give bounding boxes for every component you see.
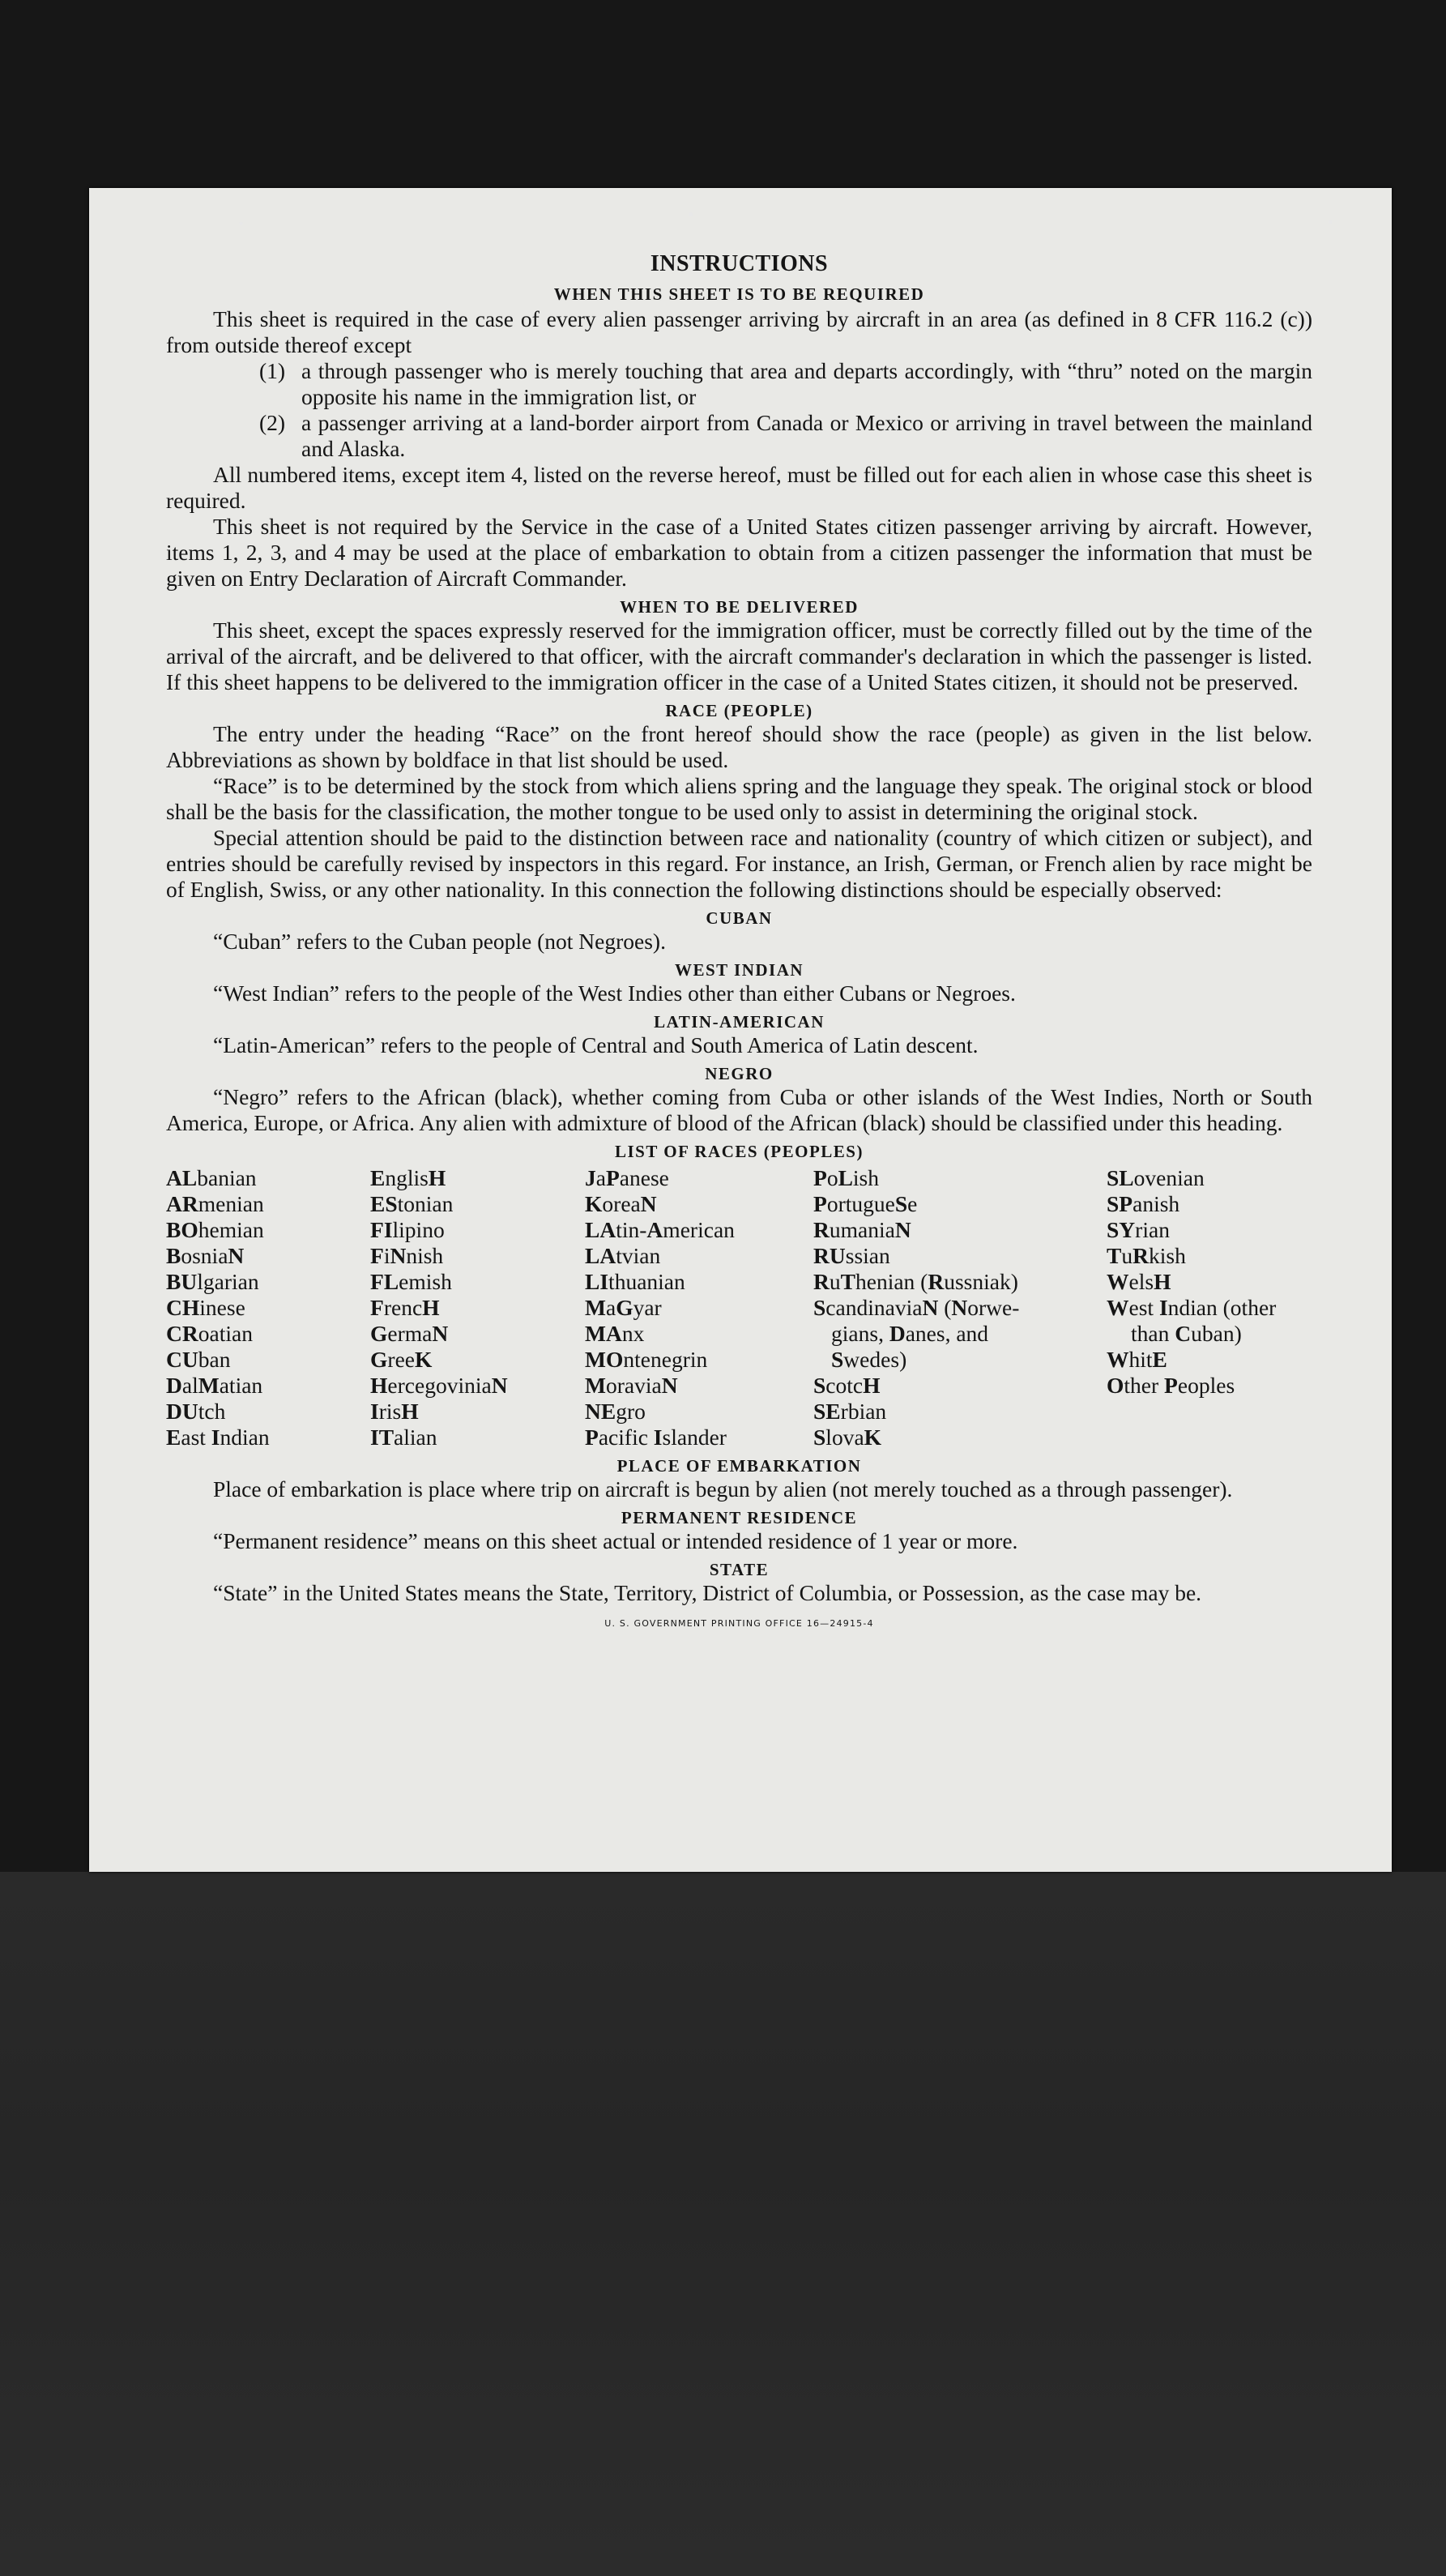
race-entry: BUlgarian	[166, 1269, 259, 1294]
section-heading-latin-american: LATIN-AMERICAN	[654, 1012, 825, 1032]
paragraph-state: “State” in the United States means the State, Territory, District of Columbia, or Possession, as the case may be.	[213, 1580, 1202, 1605]
race-entry: RumaniaN	[813, 1217, 911, 1242]
race-entry: RUssian	[813, 1243, 890, 1268]
race-entry: FrencH	[370, 1295, 440, 1320]
race-entry: GreeK	[370, 1347, 433, 1372]
race-entry: LAtvian	[585, 1243, 661, 1268]
race-entry: FLemish	[370, 1269, 452, 1294]
race-entry: BOhemian	[166, 1217, 264, 1242]
paragraph-negro: “Negro” refers to the African (black), whether coming from Cuba or other islands of the West Indies, North or South America, Europe, or Africa. Any alien with admixture of blood of the African (black) should be classified under this heading.	[166, 1084, 1312, 1135]
race-entry: DalMatian	[166, 1373, 263, 1398]
race-entry: LAtin-American	[585, 1217, 735, 1242]
race-entry: Swedes)	[831, 1347, 907, 1372]
race-entry: GermaN	[370, 1321, 449, 1346]
race-entry: WhitE	[1107, 1347, 1167, 1372]
paragraph-required: This sheet is required in the case of every alien passenger arriving by aircraft in an area (as defined in 8 CFR 116.2 (c)) from outside thereof except	[166, 306, 1312, 357]
race-entry: PortugueSe	[813, 1191, 918, 1216]
race-entry: EStonian	[370, 1191, 454, 1216]
scan-background-bottom	[0, 1872, 1446, 2576]
printing-office-footer: U. S. GOVERNMENT PRINTING OFFICE 16—24915-4	[604, 1618, 874, 1629]
race-entry: MaGyar	[585, 1295, 662, 1320]
race-entry: JaPanese	[585, 1165, 669, 1190]
race-entry: ARmenian	[166, 1191, 264, 1216]
race-entry: MOntenegrin	[585, 1347, 708, 1372]
item-text: a through passenger who is merely touching that area and departs accordingly, with “thru” noted on the margin opposite his name in the immigration list, or	[301, 358, 1312, 409]
race-entry: Pacific Islander	[585, 1425, 727, 1450]
paragraph-race-nationality: Special attention should be paid to the distinction between race and nationality (country of which citizen or subject), and entries should be carefully revised by inspectors in this regard. For instance, an Irish, German, or French alien by race might be of English, Swiss, or any other nationality. In this connection the following distinctions should be especially observed:	[166, 825, 1312, 902]
race-entry: IrisH	[370, 1399, 419, 1424]
race-entry: FIlipino	[370, 1217, 445, 1242]
race-entry: East Indian	[166, 1425, 270, 1450]
section-heading-residence: PERMANENT RESIDENCE	[621, 1508, 858, 1527]
race-entry: ITalian	[370, 1425, 437, 1450]
race-entry: MoraviaN	[585, 1373, 678, 1398]
races-column	[370, 1165, 585, 1450]
section-heading-races-list: LIST OF RACES (PEOPLES)	[615, 1142, 864, 1161]
document-sheet	[89, 188, 1392, 1872]
race-entry: FiNnish	[370, 1243, 444, 1268]
race-entry: Other Peoples	[1107, 1373, 1235, 1398]
section-heading-west-indian: WEST INDIAN	[674, 960, 804, 980]
race-entry: DUtch	[166, 1399, 226, 1424]
paragraph-latin-american: “Latin-American” refers to the people of Central and South America of Latin descent.	[213, 1032, 979, 1057]
section-heading-when-delivered: WHEN TO BE DELIVERED	[620, 597, 859, 617]
paragraph-numbered-items: All numbered items, except item 4, listed on the reverse hereof, must be filled out for each alien in whose case this sheet is required.	[166, 462, 1312, 513]
item-number: (2)	[259, 410, 286, 435]
race-entry: SlovaK	[813, 1425, 882, 1450]
document-title: INSTRUCTIONS	[650, 251, 829, 276]
race-entry: SPanish	[1107, 1191, 1180, 1216]
paragraph-embarkation: Place of embarkation is place where trip on aircraft is begun by alien (not merely touched as a through passenger).	[213, 1476, 1233, 1502]
race-entry: ALbanian	[166, 1165, 257, 1190]
race-entry: CHinese	[166, 1295, 245, 1320]
item-number: (1)	[259, 358, 286, 383]
paragraph-race-entry: The entry under the heading “Race” on the front hereof should show the race (people) as given in the list below. Abbreviations as shown by boldface in that list should be used.	[166, 721, 1312, 772]
instructions-content	[166, 251, 1312, 1637]
race-entry: ScotcH	[813, 1373, 881, 1398]
race-entry: SLovenian	[1107, 1165, 1205, 1190]
section-heading-negro: NEGRO	[705, 1064, 774, 1083]
race-entry: gians, Danes, and	[831, 1321, 989, 1346]
race-entry: EnglisH	[370, 1165, 446, 1190]
race-entry: MAnx	[585, 1321, 645, 1346]
section-heading-embarkation: PLACE OF EMBARKATION	[616, 1456, 862, 1476]
race-entry: West Indian (other	[1107, 1295, 1277, 1320]
races-column	[166, 1165, 370, 1450]
race-entry: TuRkish	[1107, 1243, 1186, 1268]
paragraph-residence: “Permanent residence” means on this sheet actual or intended residence of 1 year or more.	[213, 1528, 1018, 1553]
race-entry: LIthuanian	[585, 1269, 685, 1294]
race-entry: NEgro	[585, 1399, 646, 1424]
race-entry: than Cuban)	[1131, 1321, 1242, 1346]
section-heading-race: RACE (PEOPLE)	[665, 701, 813, 720]
races-column	[1107, 1165, 1312, 1450]
race-entry: BosniaN	[166, 1243, 245, 1268]
section-heading-when-required: WHEN THIS SHEET IS TO BE REQUIRED	[553, 284, 925, 304]
race-entry: CUban	[166, 1347, 231, 1372]
race-entry: SYrian	[1107, 1217, 1170, 1242]
exception-item-1	[166, 358, 1312, 410]
race-entry: ScandinaviaN (Norwe-	[813, 1295, 1020, 1320]
item-text: a passenger arriving at a land-border airport from Canada or Mexico or arriving in travel between the mainland and Alaska.	[301, 410, 1312, 461]
race-entry: HercegoviniaN	[370, 1373, 508, 1398]
race-entry: CRoatian	[166, 1321, 253, 1346]
race-entry: SErbian	[813, 1399, 887, 1424]
paragraph-citizen: This sheet is not required by the Service in the case of a United States citizen passenger arriving by aircraft. However, items 1, 2, 3, and 4 may be used at the place of embarkation to obtain from a citizen passenger the information that must be given on Entry Declaration of Aircraft Commander.	[166, 514, 1312, 591]
paragraph-race-definition: “Race” is to be determined by the stock from which aliens spring and the language they speak. The original stock or blood shall be the basis for the classification, the mother tongue to be used only to assist in determining the original stock.	[166, 773, 1312, 824]
paragraph-west-indian: “West Indian” refers to the people of the West Indies other than either Cubans or Negroes.	[213, 980, 1016, 1006]
paragraph-delivery: This sheet, except the spaces expressly reserved for the immigration officer, must be correctly filled out by the time of the arrival of the aircraft, and be delivered to that officer, with the aircraft commander's declaration in which the passenger is listed. If this sheet happens to be delivered to the immigration officer in the case of a United States citizen, it should not be preserved.	[166, 617, 1312, 694]
race-entry: WelsH	[1107, 1269, 1171, 1294]
race-entry: RuThenian (Russniak)	[813, 1269, 1018, 1294]
races-list	[166, 1165, 1312, 1450]
paragraph-cuban: “Cuban” refers to the Cuban people (not Negroes).	[213, 929, 666, 954]
races-column	[813, 1165, 1107, 1450]
race-entry: PoLish	[813, 1165, 879, 1190]
races-column	[585, 1165, 813, 1450]
race-entry: KoreaN	[585, 1191, 657, 1216]
section-heading-cuban: CUBAN	[706, 908, 773, 928]
section-heading-state: STATE	[709, 1560, 770, 1579]
exception-item-2	[166, 410, 1312, 462]
